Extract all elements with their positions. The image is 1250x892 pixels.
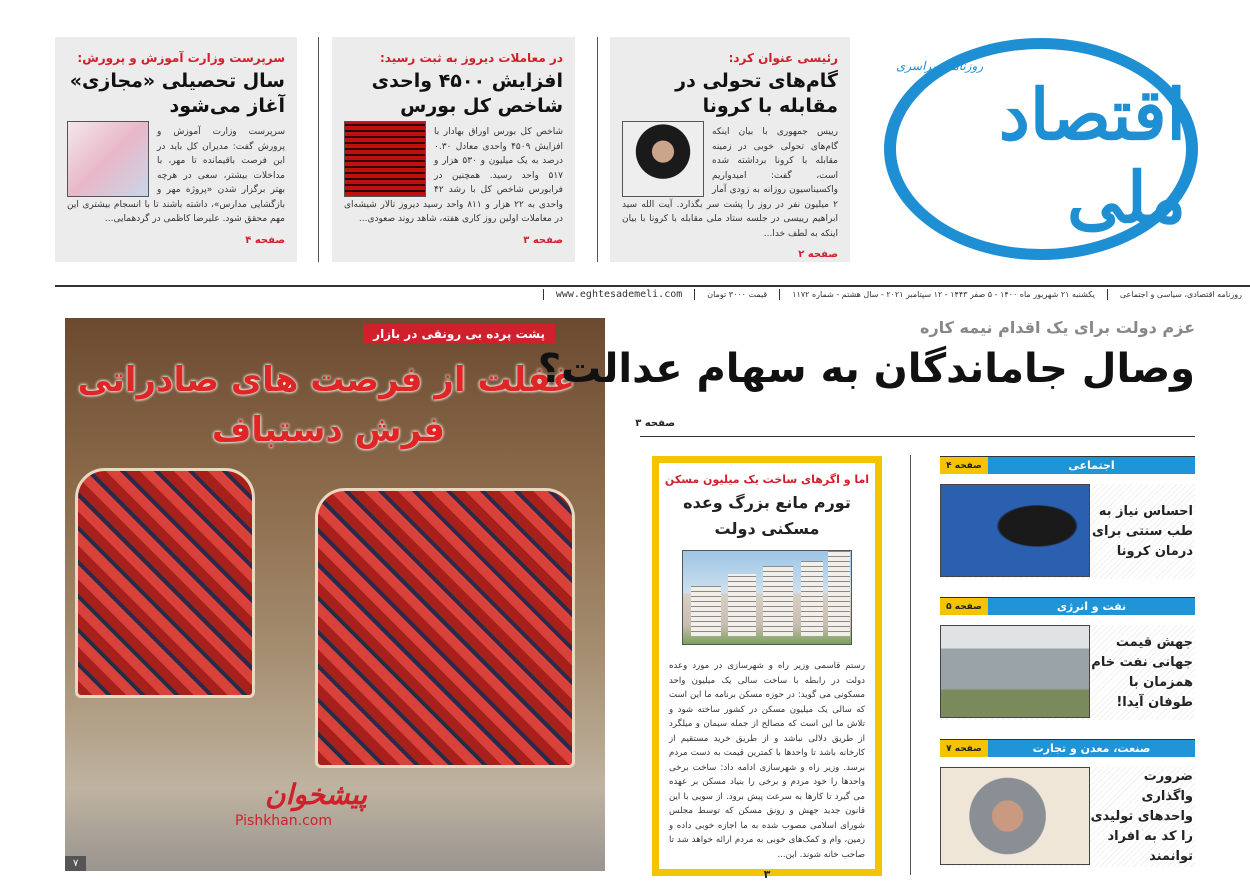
section-headline: جهش قیمت جهانی نفت خام همزمان با طوفان آیدا! (1091, 634, 1193, 710)
teaser-headline: گام‌های تحولی در مقابله با کرونا (675, 70, 838, 117)
divider (779, 289, 780, 300)
teaser-raisi[interactable] (610, 37, 850, 262)
divider (910, 455, 911, 875)
section-photo (940, 625, 1090, 718)
photo-story-carpets[interactable] (65, 318, 605, 871)
page-number: ۷ (65, 856, 86, 871)
lead-headline[interactable]: وصال جاماندگان به سهام عدالت؟ (537, 346, 1195, 392)
watermark-logo: پیشخوان (265, 778, 368, 811)
building-shape (691, 586, 721, 636)
teaser-kicker: رئیسی عنوان کرد: (728, 51, 838, 65)
building-shape (728, 574, 756, 636)
section-social[interactable] (940, 456, 1195, 579)
building-shape (763, 566, 793, 636)
divider (543, 289, 544, 300)
watermark-url: Pishkhan.com (235, 813, 332, 829)
teaser-photo (67, 121, 149, 197)
teaser-page-link[interactable]: صفحه ۳ (523, 234, 563, 246)
divider (694, 289, 695, 300)
teaser-headline: سال تحصیلی «مجازی» آغاز می‌شود (69, 70, 285, 117)
teaser-kicker: در معاملات دیروز به ثبت رسید: (380, 51, 563, 65)
teaser-body: سرپرست وزارت آموزش و پرورش گفت: مدیران کل باید در این فرصت باقیمانده تا مهر، با مداخلات بیشتر، سعی در هرچه بهتر برگزار شدن «پروژه مهر و بازگشایی مدارس»، داشته باشند تا با انسجام بیشتری این مهم محقق شود. علیرضا کاظمی در گردهمایی... (67, 127, 285, 224)
divider (597, 37, 598, 262)
teaser-page-link[interactable]: صفحه ۲ (798, 249, 838, 260)
section-headline: ضرورت واگذاری واحدهای تولیدی را کد به افراد توانمند (1090, 769, 1193, 864)
section-industry-trade[interactable] (940, 739, 1195, 867)
building-shape (801, 561, 823, 636)
teaser-kicker: سرپرست وزارت آموزش و پرورش: (77, 51, 285, 65)
paper-type: روزنامه اقتصادی، سیاسی و اجتماعی (1119, 289, 1242, 299)
housing-story-box[interactable] (652, 456, 882, 881)
section-page-link[interactable]: صفحه ۴ (940, 457, 988, 474)
lead-kicker: عزم دولت برای یک اقدام نیمه کاره (920, 318, 1195, 337)
price: قیمت ۳۰۰۰ تومان (707, 289, 768, 299)
divider (1107, 289, 1108, 300)
section-title: نفت و انرژی (988, 598, 1195, 615)
website-link[interactable]: www.eghtesademeli.com (555, 288, 683, 300)
section-page-link[interactable]: صفحه ۵ (940, 598, 988, 615)
box-body: رستم قاسمی وزیر راه و شهرسازی در مورد وعده دولت در رابطه با ساخت سالی یک میلیون واحد مسکونی می گوید: در حوزه مسکن برنامه ما این است که سالی یک میلیون مسکن در کشور ساخته شود و تلاش ما این است که مصالح از جمله سیمان و میلگرد از طریق دلالی نباشد و از طریق خرید مستقیم از کارخانه باشد تا واحدها با کمترین قیمت به دست مردم برسد. وزیر راه و شهرسازی ادامه داد: ساخت برخی واحدها را خود مردم و برخی را بنیاد مسکن بر عهده می گیرد تا کارها به سرعت پیش برود. از سویی با این قانون جدید جهش و رونق مسکن که توسط مجلس شورای اسلامی مصوب شده به ما اجازه خوبی داده و زمین، وام و کمک‌های خوبی به مردم ارائه خواهد شد تا صاحب خانه شوند. این... (669, 661, 865, 860)
issue-date: یکشنبه ۲۱ شهریور ماه ۱۴۰۰ - ۵ صفر ۱۴۴۳ - ۱۲ سپتامبر ۲۰۲۱ - سال هشتم - شماره ۱۱۷۲ (792, 289, 1095, 299)
photo-story-headline: غفلت از فرصت های صادراتی (77, 360, 575, 400)
teaser-education[interactable] (55, 37, 297, 262)
box-headline: تورم مانع بزرگ وعده مسکنی دولت (683, 493, 851, 538)
masthead-subtitle: روزنامه سراسری (896, 59, 984, 73)
section-photo (940, 767, 1090, 865)
masthead-name: اقتصاد ملی (998, 73, 1186, 239)
masthead-logo (884, 38, 1198, 260)
teaser-photo (622, 121, 704, 197)
carpet-image (315, 488, 575, 768)
teaser-page-link[interactable]: صفحه ۴ (245, 234, 285, 246)
section-title: اجتماعی (988, 457, 1195, 474)
teaser-headline: افزایش ۴۵۰۰ واحدی شاخص کل بورس (371, 70, 563, 117)
section-page-link[interactable]: صفحه ۷ (940, 740, 988, 757)
issue-info-bar (55, 285, 1250, 301)
teaser-photo (344, 121, 426, 197)
teaser-body: رییس جمهوری با بیان اینکه گام‌های تحولی خوبی در زمینه مقابله با کرونا برداشته شده است، گفت: امیدواریم واکسیناسیون روزانه به زودی آمار ۲ میلیون نفر در روز را پشت سر بگذارد. آیت الله سید ابراهیم رییسی در جلسه ستاد ملی مقابله با کرونا با بیان اینکه به لطف خدا... (622, 127, 838, 239)
section-oil-energy[interactable] (940, 597, 1195, 720)
housing-photo (682, 550, 852, 645)
carpet-image (75, 468, 255, 698)
section-title: صنعت، معدن و تجارت (988, 740, 1195, 757)
photo-story-tag: پشت پرده بی رونقی در بازار (363, 324, 555, 344)
box-page-link[interactable]: ۳ (763, 868, 771, 881)
section-headline: احساس نیاز به طب سنتی برای درمان کرونا (1092, 503, 1193, 559)
building-shape (828, 551, 850, 636)
divider (318, 37, 319, 262)
lead-page-link[interactable]: صفحه ۳ (635, 418, 675, 429)
teaser-body: شاخص کل بورس اوراق بهادار با افزایش ۴۵۰۹ واحدی معادل ۰.۳۰ درصد به یک میلیون و ۵۳۰ هزار و ۵۱۷ واحد رسید. همچنین در فرابورس شاخص کل با رشد ۴۲ واحدی به ۲۲ هزار و ۸۱۱ واحد رسید دیروز تالار شیشه‌ای در معاملات اولین روز کاری هفته، شاهد روند صعودی... (344, 127, 564, 224)
box-kicker: اما و اگرهای ساخت یک میلیون مسکن (664, 473, 870, 486)
photo-story-subheadline: فرش دستباف (211, 410, 445, 450)
section-photo (940, 484, 1090, 577)
teaser-stock[interactable] (332, 37, 575, 262)
divider (640, 436, 1195, 437)
